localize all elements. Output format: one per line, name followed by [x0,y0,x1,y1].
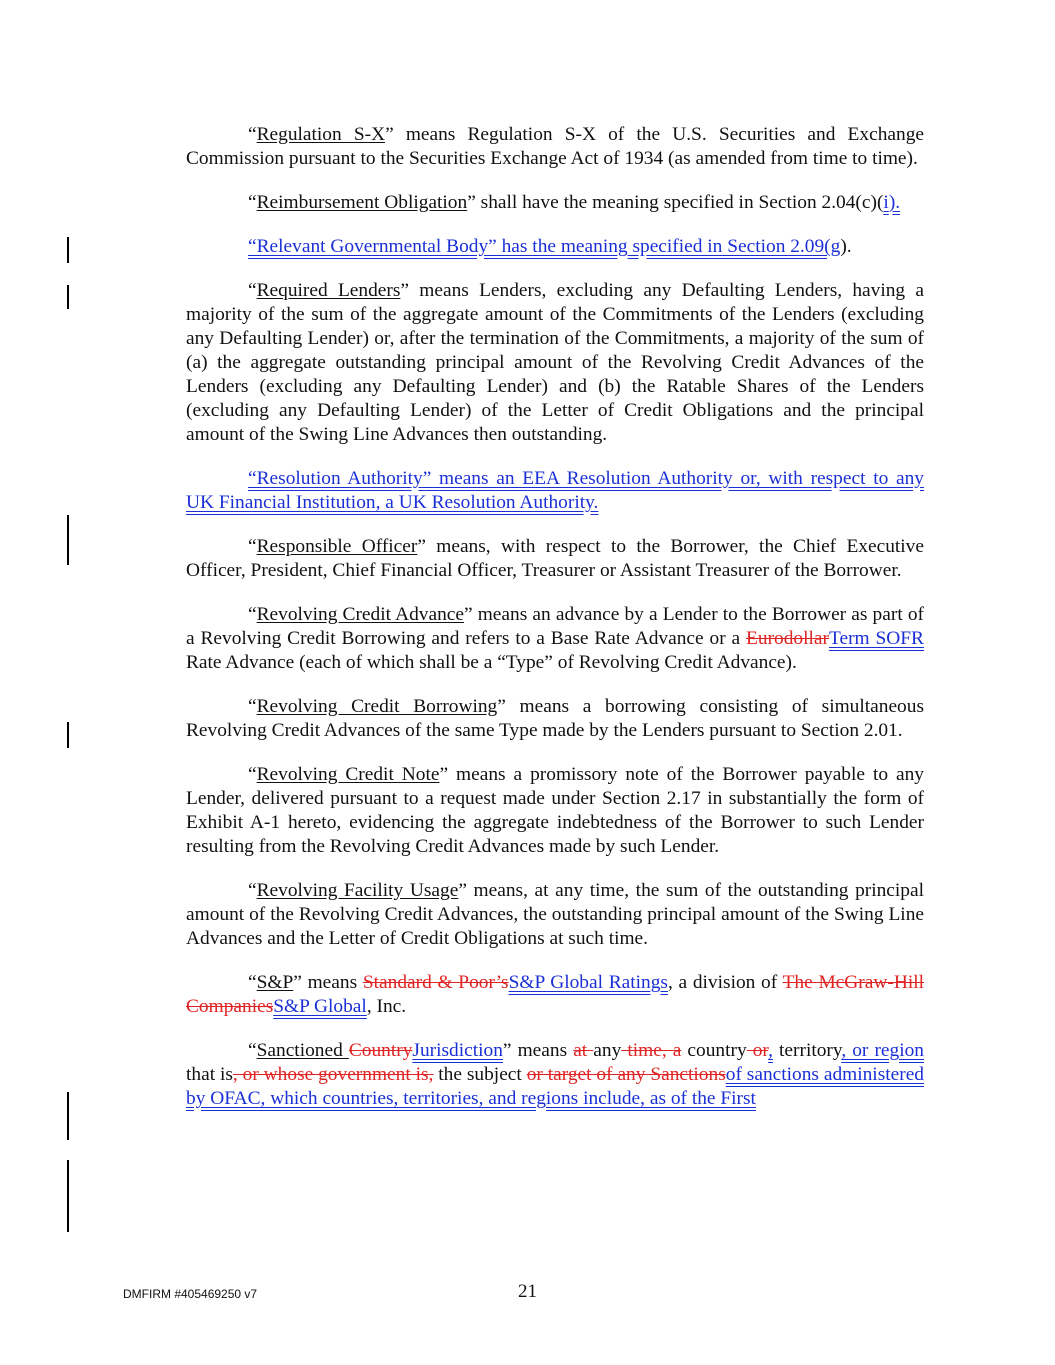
deleted-text: , or whose government is, [232,1064,434,1085]
inserted-text: of sanctions administered by OFAC, which countries, territories, and regions include, as of the First [186,1064,924,1109]
definition-revolving-facility-usage [186,879,924,951]
change-bar [67,722,69,748]
defined-term: Revolving Credit Borrowing [256,696,498,717]
definition-text: shall have the meaning specified in Section 2.04(c)( [475,192,884,213]
open-quote: “ [248,124,257,145]
close-quote: ” [400,280,410,301]
deleted-text: The McGraw-Hill Companies [186,972,924,1017]
definition-text: the subject [433,1064,527,1085]
document-id: DMFIRM #405469250 v7 [123,1287,258,1301]
defined-term: Required Lenders [256,280,401,301]
defined-term: Reimbursement Obligation [256,192,468,213]
deleted-text: Standard & Poor’s [362,972,509,993]
open-quote: “ [248,280,257,301]
change-bar [67,237,69,263]
close-quote: ” [497,696,506,717]
body-text [186,123,924,1131]
inserted-text: , [768,1040,773,1061]
inserted-text: i [883,192,889,213]
open-quote: “ [248,1040,257,1061]
definition-text: Rate Advance (each of which shall be a “Type” of Revolving Credit Advance). [186,652,797,673]
close-quote: ” [463,604,473,625]
open-quote: “ [248,764,257,785]
definition-text: any [593,1040,622,1061]
deleted-text: time, a [621,1040,682,1061]
open-quote: “ [248,536,257,557]
definition-reimbursement-obligation [186,191,924,215]
page-number: 21 [518,1281,537,1302]
definition-s-and-p [186,971,924,1019]
close-quote: ” [385,124,394,145]
definition-text: means, with respect to the Borrower, the Chief Executive Officer, President, Chief Financial Officer, Treasurer or Assistant Treasurer of the Borrower. [186,536,924,581]
deleted-text: at [573,1040,594,1061]
close-quote: ” [458,880,467,901]
definition-text: means, at any time, the sum of the outstanding principal amount of the Revolving Credit Advances, the outstanding principal amount of the Swing Line Advances and the Letter of Credit Obligations at such time. [186,880,924,949]
definition-required-lenders [186,279,924,447]
definition-text: means a promissory note of the Borrower payable to any Lender, delivered pursuant to a request made under Section 2.17 in substantially the form of Exhibit A-1 hereto, evidencing the aggregate indebtedness of the Borrower to such Lender resulting from the Revolving Credit Advances made by such Lender. [186,764,924,857]
definition-text: means Lenders, excluding any Defaulting Lenders, having a majority of the sum of the aggregate amount of the Commitments of the Lenders (excluding any Defaulting Lender) or, after the termination of the Commitments, a majority of the sum of (a) the aggregate outstanding principal amount of the Revolving Credit Advances of the Lenders (excluding any Defaulting Lender) and (b) the Ratable Shares of the Lenders (excluding any Defaulting Lender) of the Letter of Credit Obligations and the principal amount of the Swing Line Advances then outstanding. [186,280,924,445]
defined-term: S&P [256,972,294,993]
definition-text: means Regulation S-X of the U.S. Securities and Exchange Commission pursuant to the Securities Exchange Act of 1934 (as amended from time to time). [186,124,924,169]
definition-text: that is [186,1064,233,1085]
inserted-text: Jurisdiction [412,1040,503,1061]
inserted-text: Term SOFR [828,628,924,649]
close-quote: ” [293,972,302,993]
open-quote: “ [248,880,257,901]
definition-sanctioned-jurisdiction [186,1039,924,1111]
change-bar [67,1092,69,1140]
change-bar [67,285,69,309]
open-quote: “ [248,192,257,213]
open-quote: “ [248,696,257,717]
defined-term: Revolving Credit Note [256,764,440,785]
defined-term: Revolving Credit Advance [256,604,464,625]
inserted-text: S&P Global [273,996,367,1017]
definition-text: ). [840,236,852,257]
inserted-text: , or region [841,1040,924,1061]
change-bar [67,515,69,565]
close-quote: ” [439,764,449,785]
definition-revolving-credit-advance [186,603,924,675]
definition-text: territory [772,1040,842,1061]
change-bar [67,1160,69,1232]
close-quote: ” [467,192,476,213]
defined-term: Sanctioned [256,1040,349,1061]
definition-text: , Inc. [366,996,407,1017]
definition-responsible-officer [186,535,924,583]
definition-relevant-governmental-body [186,235,924,259]
definition-resolution-authority [186,467,924,515]
close-quote: ” [417,536,426,557]
defined-term: Responsible Officer [256,536,418,557]
defined-term: Regulation S-X [256,124,386,145]
definition-regulation-s-x [186,123,924,171]
definition-revolving-credit-borrowing [186,695,924,743]
close-quote: ” [502,1040,512,1061]
definition-text: , a division of [667,972,783,993]
open-quote: “ [248,604,257,625]
definition-text: country [681,1040,747,1061]
definition-text: means [301,972,363,993]
deleted-text: Eurodollar [746,628,829,649]
deleted-text: Country [348,1040,413,1061]
open-quote: “ [248,972,257,993]
inserted-text: S&P Global Ratings [508,972,668,993]
inserted-text: “Relevant Governmental Body” has the meaning specified in Section 2.09(g [248,236,841,257]
deleted-text: or target of any Sanctions [526,1064,726,1085]
definition-text: means an advance by a Lender to the Borrower as part of a Revolving Credit Borrowing and refers to a Base Rate Advance or a [186,604,924,649]
inserted-text: ). [888,192,901,213]
definition-text: means a borrowing consisting of simultaneous Revolving Credit Advances of the same Type made by the Lenders pursuant to Section 2.01. [186,696,924,741]
inserted-text: “Resolution Authority” means an EEA Resolution Authority or, with respect to any UK Financial Institution, a UK Resolution Authority. [186,468,924,513]
definition-revolving-credit-note [186,763,924,859]
deleted-text: or [746,1040,769,1061]
defined-term: Revolving Facility Usage [256,880,459,901]
definition-text: means [511,1040,574,1061]
